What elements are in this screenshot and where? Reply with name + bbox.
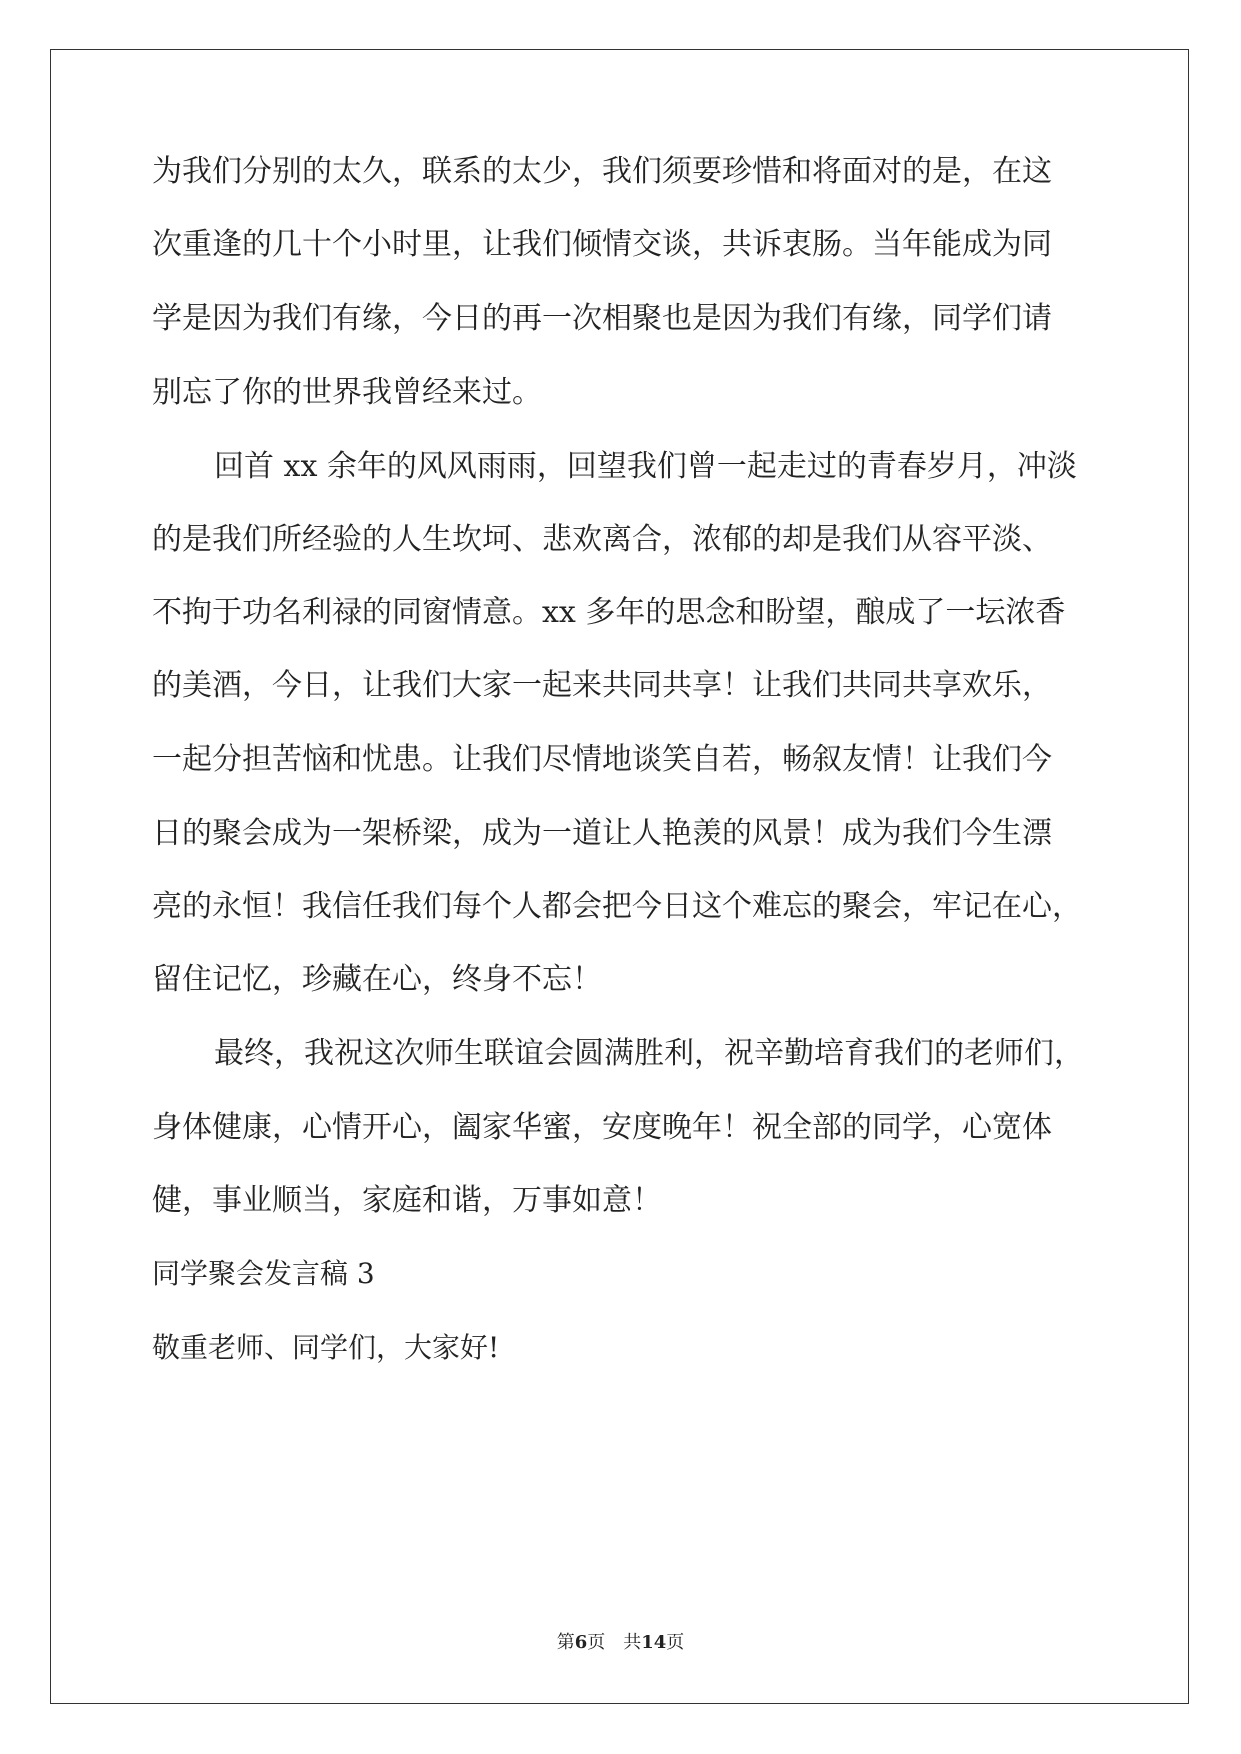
- section-heading: 同学聚会发言稿 3: [152, 1257, 375, 1290]
- paragraph-first-line: 回首 xx 余年的风风雨雨，回望我们曾一起走过的青春岁月，冲淡: [214, 449, 1077, 484]
- total-page-count: 14: [641, 1632, 667, 1653]
- text-line: 留住记忆，珍藏在心，终身不忘！: [152, 962, 602, 997]
- text-line: 次重逢的几十个小时里，让我们倾情交谈，共诉衷肠。当年能成为同: [152, 227, 1052, 262]
- text-line: 的是我们所经验的人生坎坷、悲欢离合，浓郁的却是我们从容平淡、: [152, 522, 1052, 557]
- text-line: 身体健康，心情开心，阖家华蜜，安度晚年！祝全部的同学，心宽体: [152, 1110, 1052, 1145]
- text-line: 不拘于功名利禄的同窗情意。xx 多年的思念和盼望，酿成了一坛浓香: [152, 595, 1066, 630]
- salutation-line: 敬重老师、同学们，大家好!: [152, 1331, 500, 1364]
- footer-prefix: 第: [556, 1632, 575, 1653]
- text-line: 的美酒，今日，让我们大家一起来共同共享！让我们共同共享欢乐，: [152, 668, 1052, 703]
- text-line: 健，事业顺当，家庭和谐，万事如意！: [152, 1183, 662, 1218]
- page-border: [50, 49, 1189, 1704]
- text-line: 为我们分别的太久，联系的太少，我们须要珍惜和将面对的是，在这: [152, 154, 1052, 189]
- text-line: 一起分担苦恼和忧患。让我们尽情地谈笑自若，畅叙友情！让我们今: [152, 742, 1052, 777]
- current-page-number: 6: [574, 1632, 588, 1653]
- page-footer: [0, 1628, 1241, 1654]
- footer-middle: 页 共: [587, 1632, 642, 1653]
- text-line: 学是因为我们有缘，今日的再一次相聚也是因为我们有缘，同学们请: [152, 301, 1052, 336]
- text-line: 日的聚会成为一架桥梁，成为一道让人艳羡的风景！成为我们今生漂: [152, 816, 1052, 851]
- footer-suffix: 页: [666, 1632, 685, 1653]
- paragraph-first-line: 最终，我祝这次师生联谊会圆满胜利，祝辛勤培育我们的老师们，: [214, 1036, 1084, 1071]
- text-line: 别忘了你的世界我曾经来过。: [152, 375, 542, 410]
- text-line: 亮的永恒！我信任我们每个人都会把今日这个难忘的聚会，牢记在心，: [152, 889, 1082, 924]
